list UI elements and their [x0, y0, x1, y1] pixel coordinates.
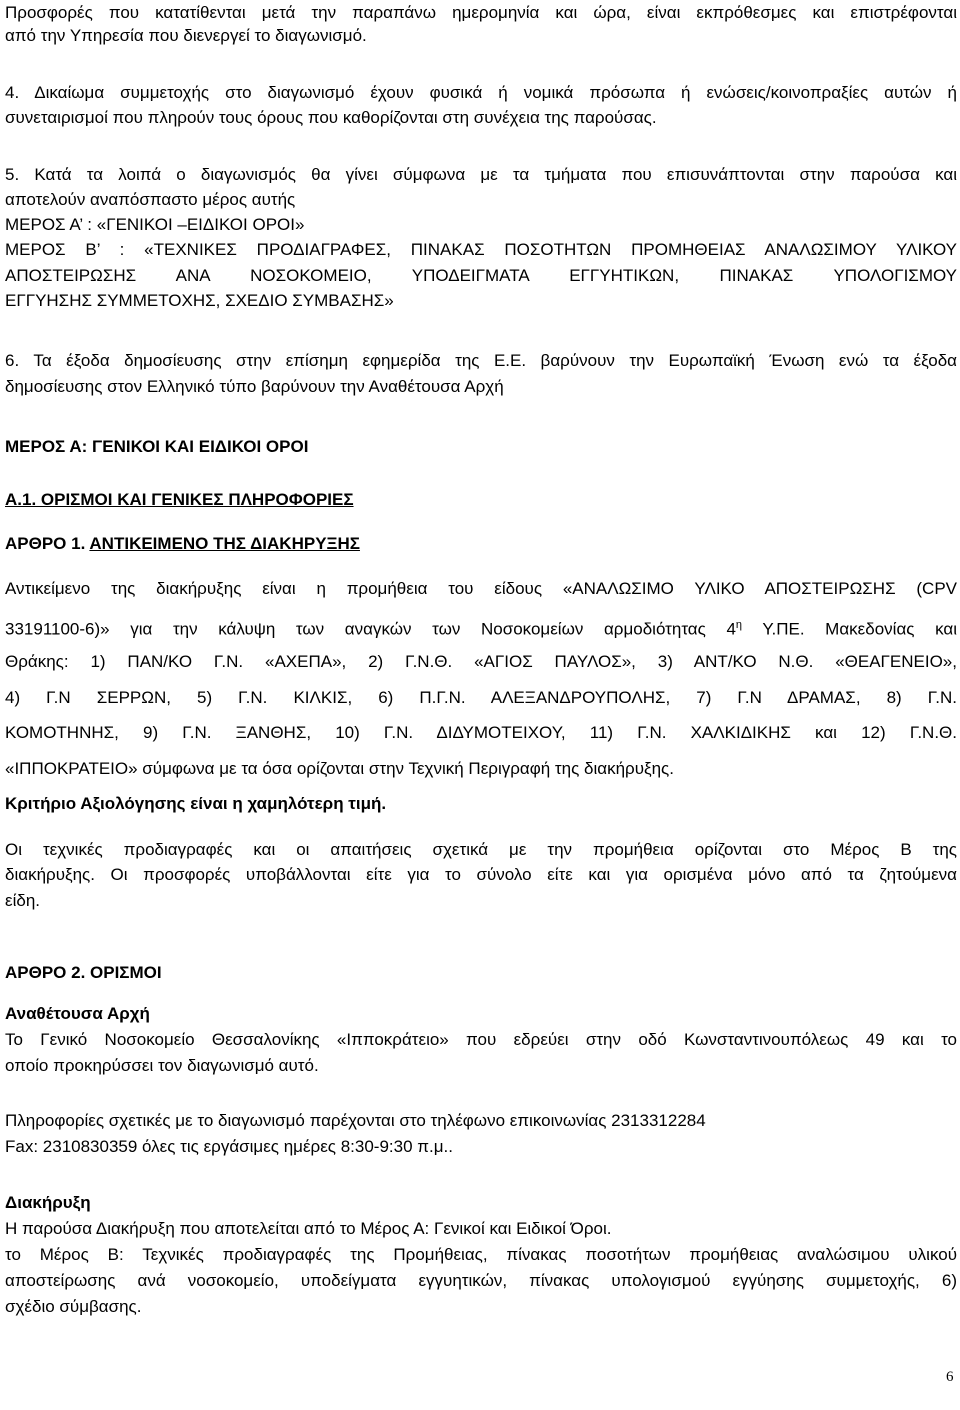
item5-line-6: ΕΓΓΥΗΣΗΣ ΣΥΜΜΕΤΟΧΗΣ, ΣΧΕΔΙΟ ΣΥΜΒΑΣΗΣ» — [5, 291, 394, 310]
article-1-prefix: ΑΡΘΡΟ 1. — [5, 534, 90, 553]
item5-line-2: αποτελούν αναπόσπαστο μέρος αυτής — [5, 190, 296, 209]
art1-line-5: ΚΟΜΟΤΗΝΗΣ, 9) Γ.Ν. ΞΑΝΘΗΣ, 10) Γ.Ν. ΔΙΔΥΜΟΤΕΙΧΟΥ, 11) Γ.Ν. ΧΑΛΚΙΔΙΚΗΣ και 12) Γ.Ν.Θ. — [5, 723, 957, 742]
art1-superscript: η — [735, 619, 743, 631]
art1-line-2a: 33191100-6)» για την κάλυψη των αναγκών των Νοσοκομείων αρμοδιότητας 4 — [5, 619, 736, 639]
art1-para2-line-2: διακήρυξης. Οι προσφορές υποβάλλονται είτε για το σύνολο είτε και για ορισμένα μόνο από τα ζητούμενα — [5, 865, 957, 884]
section-a1-heading: Α.1. ΟΡΙΣΜΟΙ ΚΑΙ ΓΕΝΙΚΕΣ ΠΛΗΡΟΦΟΡΙΕΣ — [5, 490, 354, 509]
article-1-heading — [5, 533, 360, 555]
intro-line-1: Προσφορές που κατατίθενται μετά την παραπάνω ημερομηνία και ώρα, είναι εκπρόθεσμες και επιστρέφονται — [5, 3, 957, 22]
art1-line-2 — [5, 614, 957, 641]
declaration-line-3: αποστείρωσης ανά νοσοκομείο, υποδείγματα εγγυητικών, πίνακας υπολογισμού εγγύησης συμμετοχής, 6) — [5, 1271, 957, 1290]
item5-line-5: ΑΠΟΣΤΕΙΡΩΣΗΣ ΑΝΑ ΝΟΣΟΚΟΜΕΙΟ, ΥΠΟΔΕΙΓΜΑΤΑ ΕΓΓΥΗΤΙΚΩΝ, ΠΙΝΑΚΑΣ ΥΠΟΛΟΓΙΣΜΟΥ — [5, 266, 957, 285]
item5-line-1: 5. Κατά τα λοιπά ο διαγωνισμός θα γίνει σύμφωνα με τα τμήματα που επισυνάπτονται στην παρούσα και — [5, 165, 957, 184]
art1-line-4: 4) Γ.Ν ΣΕΡΡΩΝ, 5) Γ.Ν. ΚΙΛΚΙΣ, 6) Π.Γ.Ν. ΑΛΕΞΑΝΔΡΟΥΠΟΛΗΣ, 7) Γ.Ν ΔΡΑΜΑΣ, 8) Γ.Ν. — [5, 688, 957, 707]
contact-info-line-2: Fax: 2310830359 όλες τις εργάσιμες ημέρες 8:30-9:30 π.μ.. — [5, 1137, 453, 1156]
item6-line-1: 6. Τα έξοδα δημοσίευσης στην επίσημη εφημερίδα της Ε.Ε. βαρύνουν την Ευρωπαϊκή Ένωση ενώ τα έξοδα — [5, 351, 957, 370]
art1-para2-line-1: Οι τεχνικές προδιαγραφές και οι απαιτήσεις σχετικά με την προμήθεια ορίζονται στο Μέρος Β της — [5, 840, 957, 859]
art1-line-6: «ΙΠΠΟΚΡΑΤΕΙΟ» σύμφωνα με τα όσα ορίζονται στην Τεχνική Περιγραφή της διακήρυξης. — [5, 759, 674, 778]
item5-line-4: ΜΕΡΟΣ Β’ : «ΤΕΧΝΙΚΕΣ ΠΡΟΔΙΑΓΡΑΦΕΣ, ΠΙΝΑΚΑΣ ΠΟΣΟΤΗΤΩΝ ΠΡΟΜΗΘΕΙΑΣ ΑΝΑΛΩΣΙΜΟΥ ΥΛΙΚΟΥ — [5, 240, 957, 259]
item4-line-2: συνεταιρισμοί που πληρούν τους όρους που καθορίζονται στη συνέχεια της παρούσας. — [5, 108, 657, 127]
art1-line-1: Αντικείμενο της διακήρυξης είναι η προμήθεια του είδους «ΑΝΑΛΩΣΙΜΟ ΥΛΙΚΟ ΑΠΟΣΤΕΙΡΩΣΗΣ (CPV — [5, 579, 957, 598]
declaration-line-4: σχέδιο σύμβασης. — [5, 1297, 142, 1316]
item5-line-3: ΜΕΡΟΣ Α’ : «ΓΕΝΙΚΟΙ –ΕΙΔΙΚΟΙ ΟΡΟΙ» — [5, 215, 305, 234]
article-2-heading: ΑΡΘΡΟ 2. ΟΡΙΣΜΟΙ — [5, 963, 162, 982]
art1-line-2b: Υ.ΠΕ. Μακεδονίας και — [742, 619, 957, 639]
declaration-line-1: Η παρούσα Διακήρυξη που αποτελείται από το Μέρος Α: Γενικοί και Ειδικοί Όροι. — [5, 1219, 612, 1238]
contact-info-line-1: Πληροφορίες σχετικές με το διαγωνισμό παρέχονται στο τηλέφωνο επικοινωνίας 2313312284 — [5, 1111, 706, 1130]
declaration-line-2: το Μέρος Β: Τεχνικές προδιαγραφές της Προμήθειας, πίνακας ποσοτήτων προμήθειας αναλώσιμου υλικού — [5, 1245, 957, 1264]
art1-line-3: Θράκης: 1) ΠΑΝ/ΚΟ Γ.Ν. «ΑΧΕΠΑ», 2) Γ.Ν.Θ. «ΑΓΙΟΣ ΠΑΥΛΟΣ», 3) ΑΝΤ/ΚΟ Ν.Θ. «ΘΕΑΓΕΝΕΙΟ», — [5, 652, 957, 671]
item4-line-1: 4. Δικαίωμα συμμετοχής στο διαγωνισμό έχουν φυσικά ή νομικά πρόσωπα ή ενώσεις/κοινοπραξίες αυτών ή — [5, 83, 957, 102]
intro-line-2: από την Υπηρεσία που διενεργεί το διαγωνισμό. — [5, 26, 367, 45]
contracting-authority-heading: Αναθέτουσα Αρχή — [5, 1004, 150, 1023]
article-1-title: ΑΝΤΙΚΕΙΜΕΝΟ ΤΗΣ ΔΙΑΚΗΡΥΞΗΣ — [89, 534, 360, 553]
declaration-heading: Διακήρυξη — [5, 1193, 91, 1212]
art1-para2-line-3: είδη. — [5, 891, 40, 910]
item6-line-2: δημοσίευσης στον Ελληνικό τύπο βαρύνουν την Αναθέτουσα Αρχή — [5, 377, 504, 396]
part-a-heading: ΜΕΡΟΣ Α: ΓΕΝΙΚΟΙ ΚΑΙ ΕΙΔΙΚΟΙ ΟΡΟΙ — [5, 437, 309, 456]
award-criterion: Κριτήριο Αξιολόγησης είναι η χαμηλότερη τιμή. — [5, 794, 387, 813]
contracting-line-2: οποίο προκηρύσσει τον διαγωνισμό αυτό. — [5, 1056, 319, 1075]
contracting-line-1: Το Γενικό Νοσοκομείο Θεσσαλονίκης «Ιπποκράτειο» που εδρεύει στην οδό Κωνσταντινουπόλεως 49 και το — [5, 1030, 957, 1049]
page-number: 6 — [946, 1369, 954, 1385]
